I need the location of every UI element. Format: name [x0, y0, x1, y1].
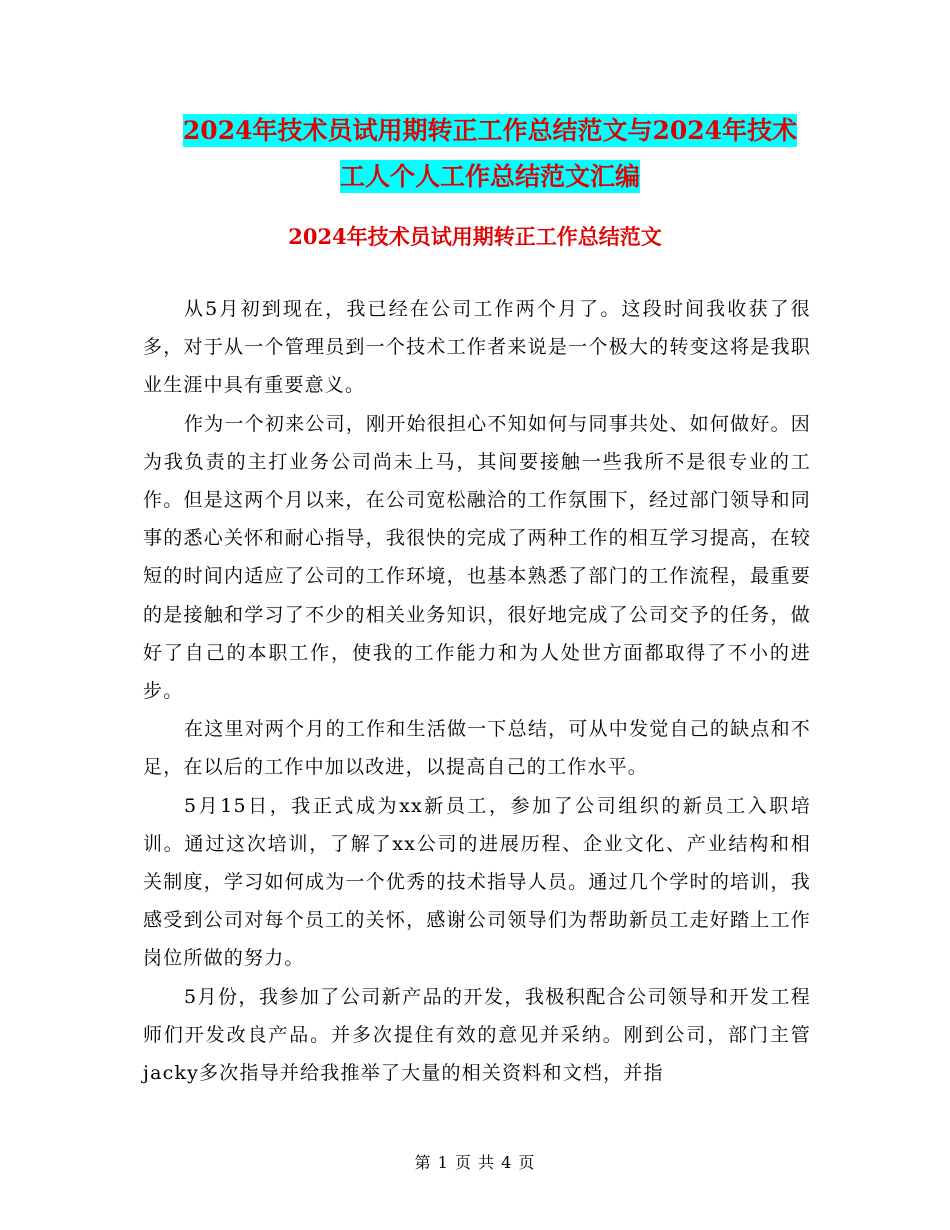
document-body — [143, 290, 811, 1092]
paragraph: 从5月初到现在，我已经在公司工作两个月了。这段时间我收获了很多，对于从一个管理员到一个技术工作者来说是一个极大的转变这将是我职业生涯中具有重要意义。 — [143, 298, 811, 397]
title-line-2: 工人个人工作总结范文汇编 — [339, 162, 640, 191]
paragraph: 在这里对两个月的工作和生活做一下总结，可从中发觉自己的缺点和不足，在以后的工作中加以改进，以提高自己的工作水平。 — [143, 718, 811, 779]
paragraph: 作为一个初来公司，刚开始很担心不知如何与同事共处、如何做好。因为我负责的主打业务公司尚未上马，其间要接触一些我所不是很专业的工作。但是这两个月以来，在公司宽松融洽的工作氛围下，经过部门领导和同事的悉心关怀和耐心指导，我很快的完成了两种工作的相互学习提高，在较短的时间内适应了公司的工作环境，也基本熟悉了部门的工作流程，最重要的是接触和学习了不少的相关业务知识，很好地完成了公司交予的任务，做好了自己的本职工作，使我的工作能力和为人处世方面都取得了不小的进步。 — [143, 412, 811, 703]
paragraph: 5月份，我参加了公司新产品的开发，我极积配合公司领导和开发工程师们开发改良产品。并多次提住有效的意见并采纳。刚到公司，部门主管jacky多次指导并给我推举了大量的相关资料和文档，并指 — [143, 985, 811, 1085]
page-footer: 第 1 页 共 4 页 — [414, 1153, 536, 1172]
document-title — [140, 108, 840, 200]
title-line-1: 2024年技术员试用期转正工作总结范文与2024年技术 — [182, 116, 798, 145]
section-title: 2024年技术员试用期转正工作总结范文 — [288, 224, 662, 249]
paragraph: 5月15日，我正式成为xx新员工，参加了公司组织的新员工入职培训。通过这次培训，了解了xx公司的进展历程、企业文化、产业结构和相关制度，学习如何成为一个优秀的技术指导人员。通过几个学时的培训，我感受到公司对每个员工的关怀，感谢公司领导们为帮助新员工走好踏上工作岗位所做的努力。 — [143, 794, 811, 970]
